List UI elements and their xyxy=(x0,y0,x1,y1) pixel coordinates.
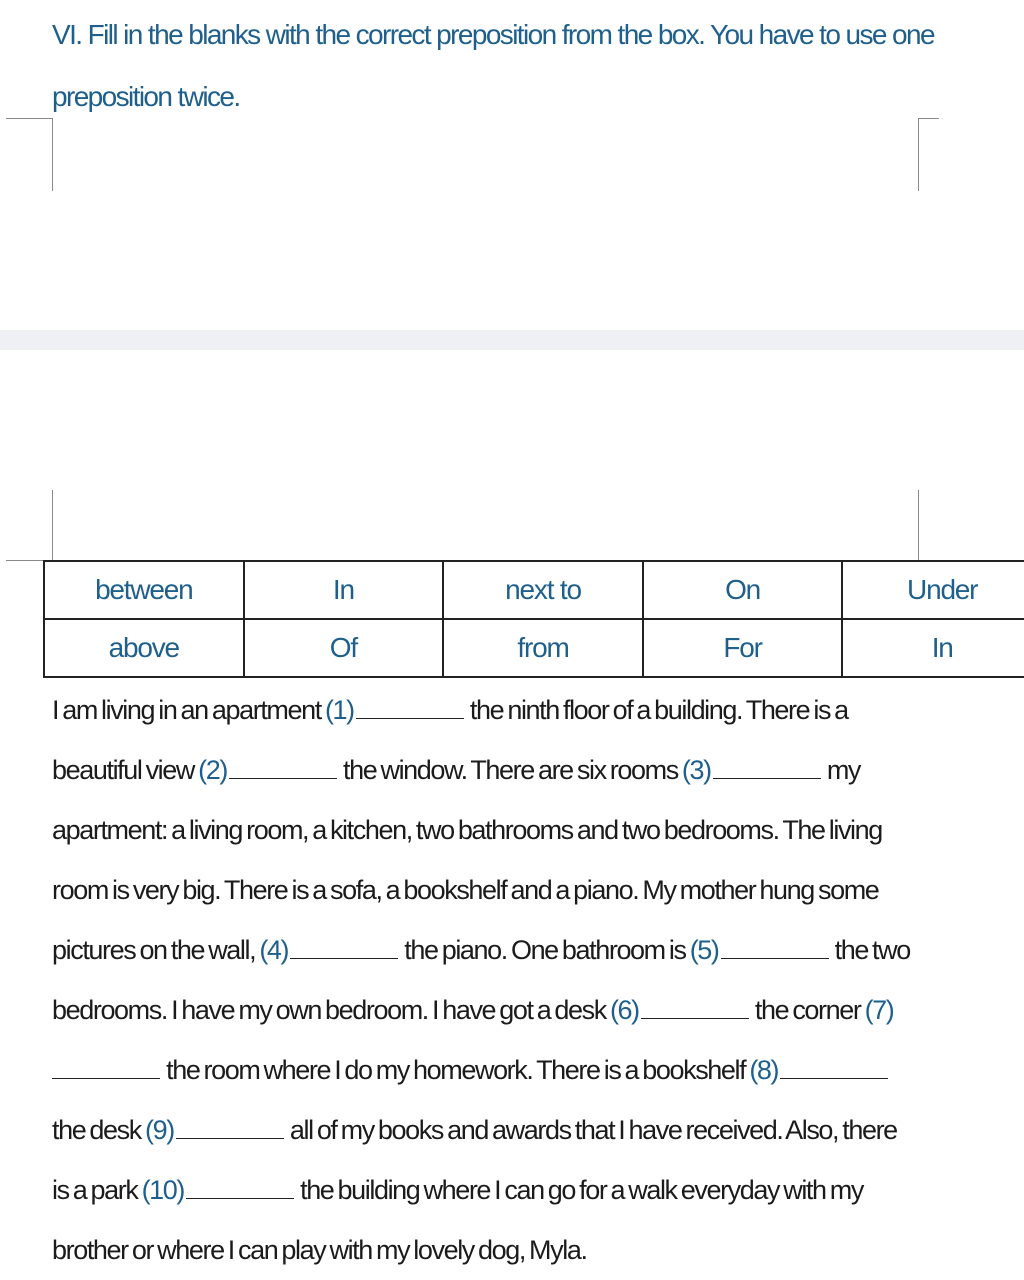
passage-text: the desk xyxy=(52,1115,141,1145)
blank-2[interactable] xyxy=(229,760,337,779)
passage-text: the piano. One bathroom is xyxy=(404,935,686,965)
passage-text: beautiful view xyxy=(52,755,194,785)
blank-number: (5) xyxy=(689,935,719,965)
passage-text: is a park xyxy=(52,1175,138,1205)
blank-9[interactable] xyxy=(176,1120,284,1139)
box-cell: For xyxy=(643,619,843,677)
box-cell: On xyxy=(643,561,843,619)
box-cell: In xyxy=(244,561,444,619)
passage-line xyxy=(52,1160,922,1220)
blank-number: (1) xyxy=(324,695,354,725)
corner-mark-top-left xyxy=(6,118,53,191)
passage-text: the two xyxy=(834,935,910,965)
box-cell: Of xyxy=(244,619,444,677)
blank-number: (7) xyxy=(864,995,894,1025)
box-cell: next to xyxy=(443,561,643,619)
passage-text: the room where I do my homework. There is a bookshelf xyxy=(166,1055,746,1085)
box-cell: between xyxy=(44,561,244,619)
corner-mark-bottom-left xyxy=(6,490,53,561)
passage-line xyxy=(52,920,922,980)
passage-line xyxy=(52,1040,922,1100)
box-cell: In xyxy=(842,619,1024,677)
passage-text: the building where I can go for a walk everyday with my xyxy=(300,1175,863,1205)
corner-mark-bottom-right xyxy=(918,490,939,560)
passage-line xyxy=(52,980,922,1040)
blank-number: (10) xyxy=(141,1175,184,1205)
blank-7[interactable] xyxy=(52,1060,160,1079)
passage-text: the ninth floor of a building. There is a xyxy=(469,695,848,725)
box-cell: above xyxy=(44,619,244,677)
blank-3[interactable] xyxy=(713,760,821,779)
blank-5[interactable] xyxy=(721,940,829,959)
passage xyxy=(52,680,922,1280)
passage-text: pictures on the wall, xyxy=(52,935,256,965)
blank-number: (2) xyxy=(198,755,227,785)
blank-number: (8) xyxy=(749,1055,779,1085)
passage-text: all of my books and awards that I have received. Also, there xyxy=(289,1115,897,1145)
passage-text: bedrooms. I have my own bedroom. I have got a desk xyxy=(52,995,606,1025)
blank-8[interactable] xyxy=(780,1060,888,1079)
blank-number: (3) xyxy=(681,755,711,785)
blank-number: (4) xyxy=(259,935,289,965)
passage-text: the window. There are six rooms xyxy=(343,755,678,785)
passage-line: apartment: a living room, a kitchen, two bathrooms and two bedrooms. The living xyxy=(52,815,882,845)
blank-4[interactable] xyxy=(290,940,398,959)
box-cell: from xyxy=(443,619,643,677)
box-row-2 xyxy=(44,619,1024,677)
passage-line xyxy=(52,1100,922,1160)
blank-10[interactable] xyxy=(186,1180,294,1199)
passage-line xyxy=(52,680,922,740)
exercise-heading: VI. Fill in the blanks with the correct preposition from the box. You have to use one preposition twice. xyxy=(52,19,934,112)
passage-line xyxy=(52,740,922,800)
box-cell: Under xyxy=(842,561,1024,619)
passage-line: room is very big. There is a sofa, a bookshelf and a piano. My mother hung some xyxy=(52,875,879,905)
blank-6[interactable] xyxy=(641,1000,749,1019)
passage-text: my xyxy=(826,755,861,785)
blank-1[interactable] xyxy=(356,700,464,719)
blank-number: (6) xyxy=(609,995,639,1025)
corner-mark-top-right xyxy=(918,118,939,191)
blank-number: (9) xyxy=(144,1115,174,1145)
passage-text: I am living in an apartment xyxy=(52,695,321,725)
box-row-1 xyxy=(44,561,1024,619)
passage-line: brother or where I can play with my lovely dog, Myla. xyxy=(52,1235,587,1265)
passage-text: the corner xyxy=(754,995,861,1025)
preposition-box xyxy=(43,560,1024,678)
page-break xyxy=(0,330,1024,350)
